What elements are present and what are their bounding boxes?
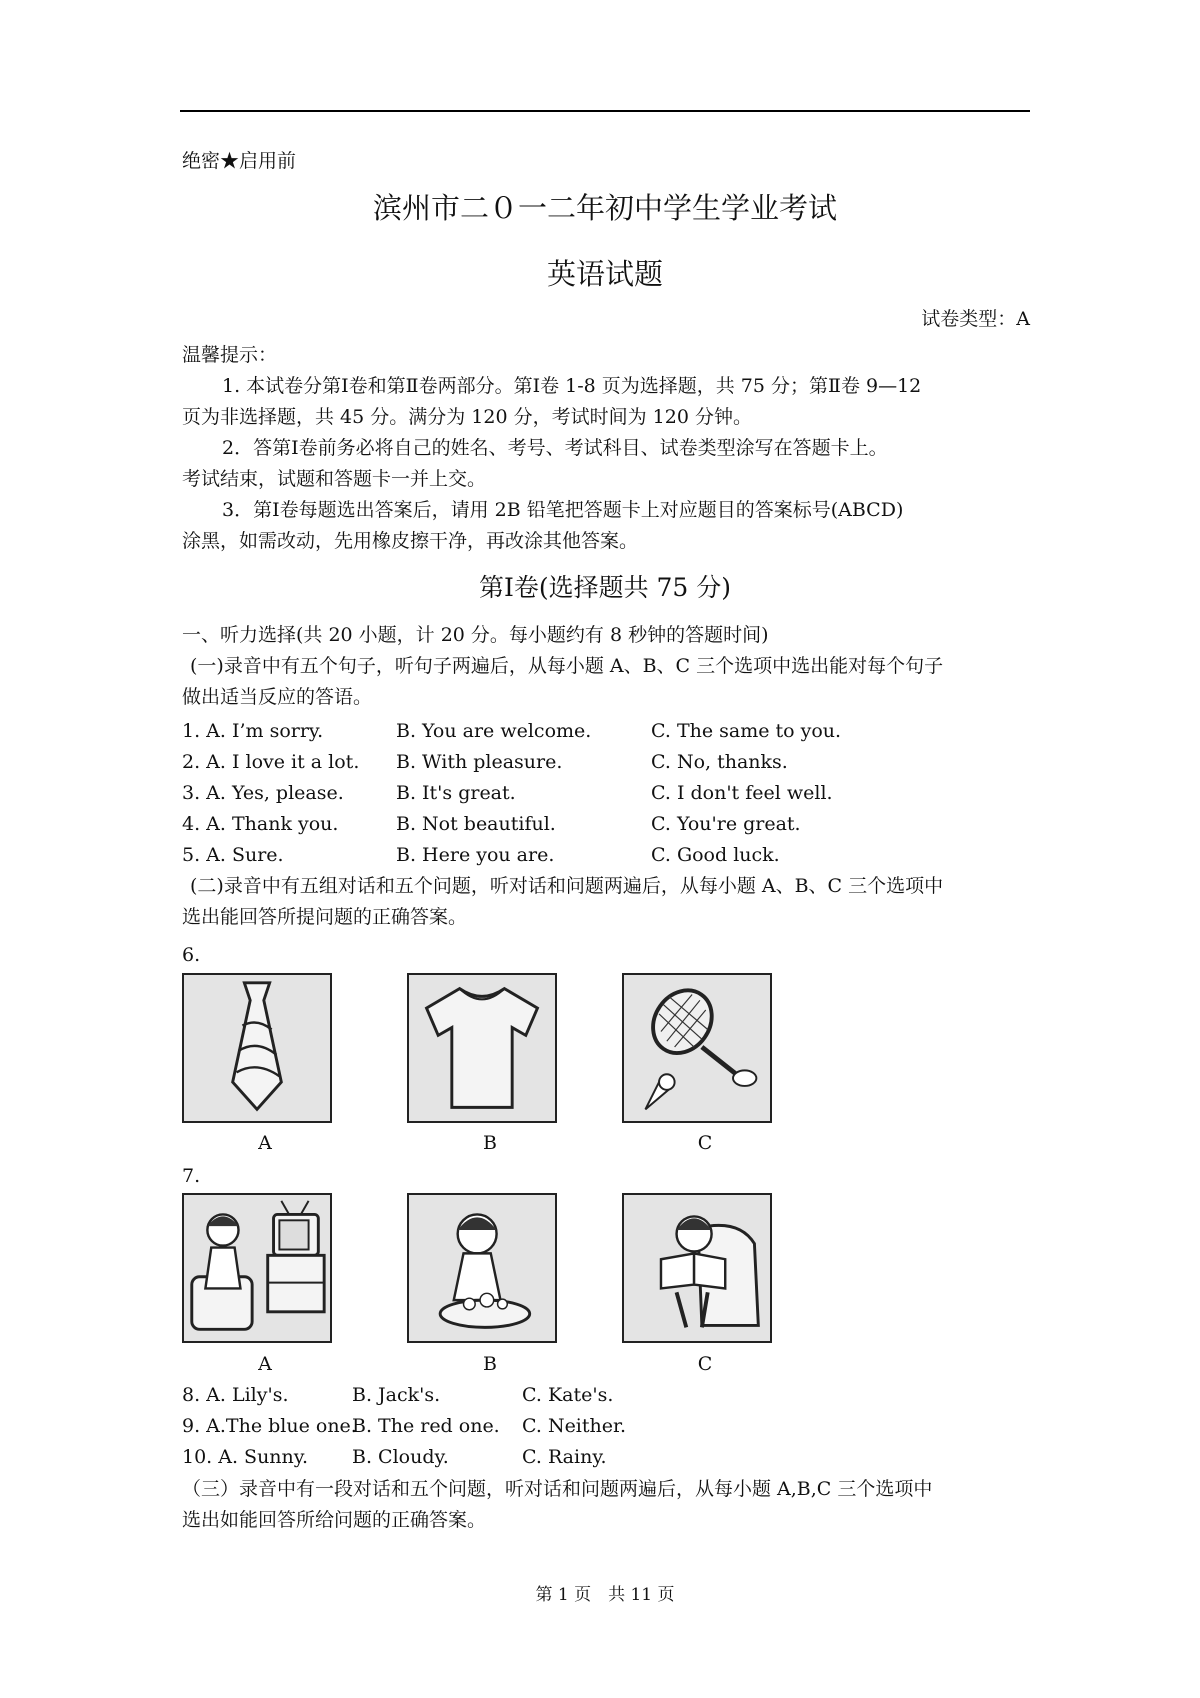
exam-subtitle: 英语试题 (546, 257, 663, 291)
option-b: B. Here you are. (396, 844, 555, 866)
tshirt-icon (407, 973, 557, 1123)
volume1-title: 第Ⅰ卷(选择题共 75 分) (478, 573, 732, 602)
option-b: B. Jack's. (352, 1384, 441, 1406)
picture-label: A (258, 1132, 272, 1154)
option-b: B. The red one. (352, 1415, 500, 1437)
question-number: 6. (182, 944, 201, 966)
part3-instruction: （三）录音中有一段对话和五个问题，听对话和问题两遍后，从每小题 A,B,C 三个选项中 (182, 1478, 933, 1500)
notice-line: 3．第Ⅰ卷每题选出答案后，请用 2B 铅笔把答题卡上对应题目的答案标号(ABCD) (222, 499, 904, 521)
racket-shuttlecock-icon (622, 973, 772, 1123)
option-a: 3. A. Yes, please. (182, 782, 344, 804)
picture-label: C (697, 1132, 713, 1154)
option-a: 9. A.The blue one. (182, 1415, 357, 1437)
option-a: 10. A. Sunny. (182, 1446, 309, 1468)
part1-instruction: 做出适当反应的答语。 (182, 686, 373, 708)
girl-reading-book-icon (622, 1193, 772, 1343)
option-a: 4. A. Thank you. (182, 813, 339, 835)
picture-label: B (483, 1353, 497, 1375)
option-a: 8. A. Lily's. (182, 1384, 289, 1406)
exam-title: 滨州市二０一二年初中学生学业考试 (372, 191, 837, 225)
paper-type: 试卷类型：A (921, 308, 1030, 330)
question-number: 7. (182, 1165, 201, 1187)
option-c: C. No, thanks. (651, 751, 788, 773)
part1-instruction: (一)录音中有五个句子，听句子两遍后，从每小题 A、B、C 三个选项中选出能对每个句子 (190, 655, 944, 677)
option-b: B. Not beautiful. (396, 813, 556, 835)
part2-instruction: 选出能回答所提问题的正确答案。 (182, 906, 468, 928)
notice-line: 考试结束，试题和答题卡一并上交。 (182, 468, 487, 490)
part2-instruction: (二)录音中有五组对话和五个问题，听对话和问题两遍后，从每小题 A、B、C 三个选项中 (190, 875, 944, 897)
picture-label: C (697, 1353, 713, 1375)
notice-line: 1. 本试卷分第Ⅰ卷和第Ⅱ卷两部分。第Ⅰ卷 1-8 页为选择题，共 75 分；第Ⅱ卷 9—12 (222, 375, 922, 397)
girl-washing-clothes-icon (407, 1193, 557, 1343)
necktie-icon (182, 973, 332, 1123)
notice-line: 2．答第Ⅰ卷前务必将自己的姓名、考号、考试科目、试卷类型涂写在答题卡上。 (222, 437, 888, 459)
secret-mark: 绝密★启用前 (182, 150, 297, 172)
listening-heading: 一、听力选择(共 20 小题，计 20 分。每小题约有 8 秒钟的答题时间) (182, 624, 769, 646)
option-a: 2. A. I love it a lot. (182, 751, 360, 773)
option-c: C. Rainy. (522, 1446, 607, 1468)
picture-label: B (483, 1132, 497, 1154)
option-b: B. You are welcome. (396, 720, 592, 742)
option-c: C. I don't feel well. (651, 782, 833, 804)
option-c: C. Kate's. (522, 1384, 614, 1406)
option-b: B. It's great. (396, 782, 516, 804)
option-c: C. Neither. (522, 1415, 627, 1437)
notice-line: 涂黑，如需改动，先用橡皮擦干净，再改涂其他答案。 (182, 530, 639, 552)
page-footer: 第 1 页 共 11 页 (535, 1585, 675, 1605)
option-a: 5. A. Sure. (182, 844, 284, 866)
notice-line: 页为非选择题，共 45 分。满分为 120 分，考试时间为 120 分钟。 (182, 406, 752, 428)
top-rule (180, 110, 1030, 112)
girl-watching-tv-icon (182, 1193, 332, 1343)
option-c: C. You're great. (651, 813, 801, 835)
option-c: C. Good luck. (651, 844, 780, 866)
option-b: B. Cloudy. (352, 1446, 449, 1468)
picture-label: A (258, 1353, 272, 1375)
option-b: B. With pleasure. (396, 751, 563, 773)
option-a: 1. A. I’m sorry. (182, 720, 324, 742)
part3-instruction: 选出如能回答所给问题的正确答案。 (182, 1509, 487, 1531)
notice-heading: 温馨提示： (182, 344, 278, 366)
option-c: C. The same to you. (651, 720, 842, 742)
